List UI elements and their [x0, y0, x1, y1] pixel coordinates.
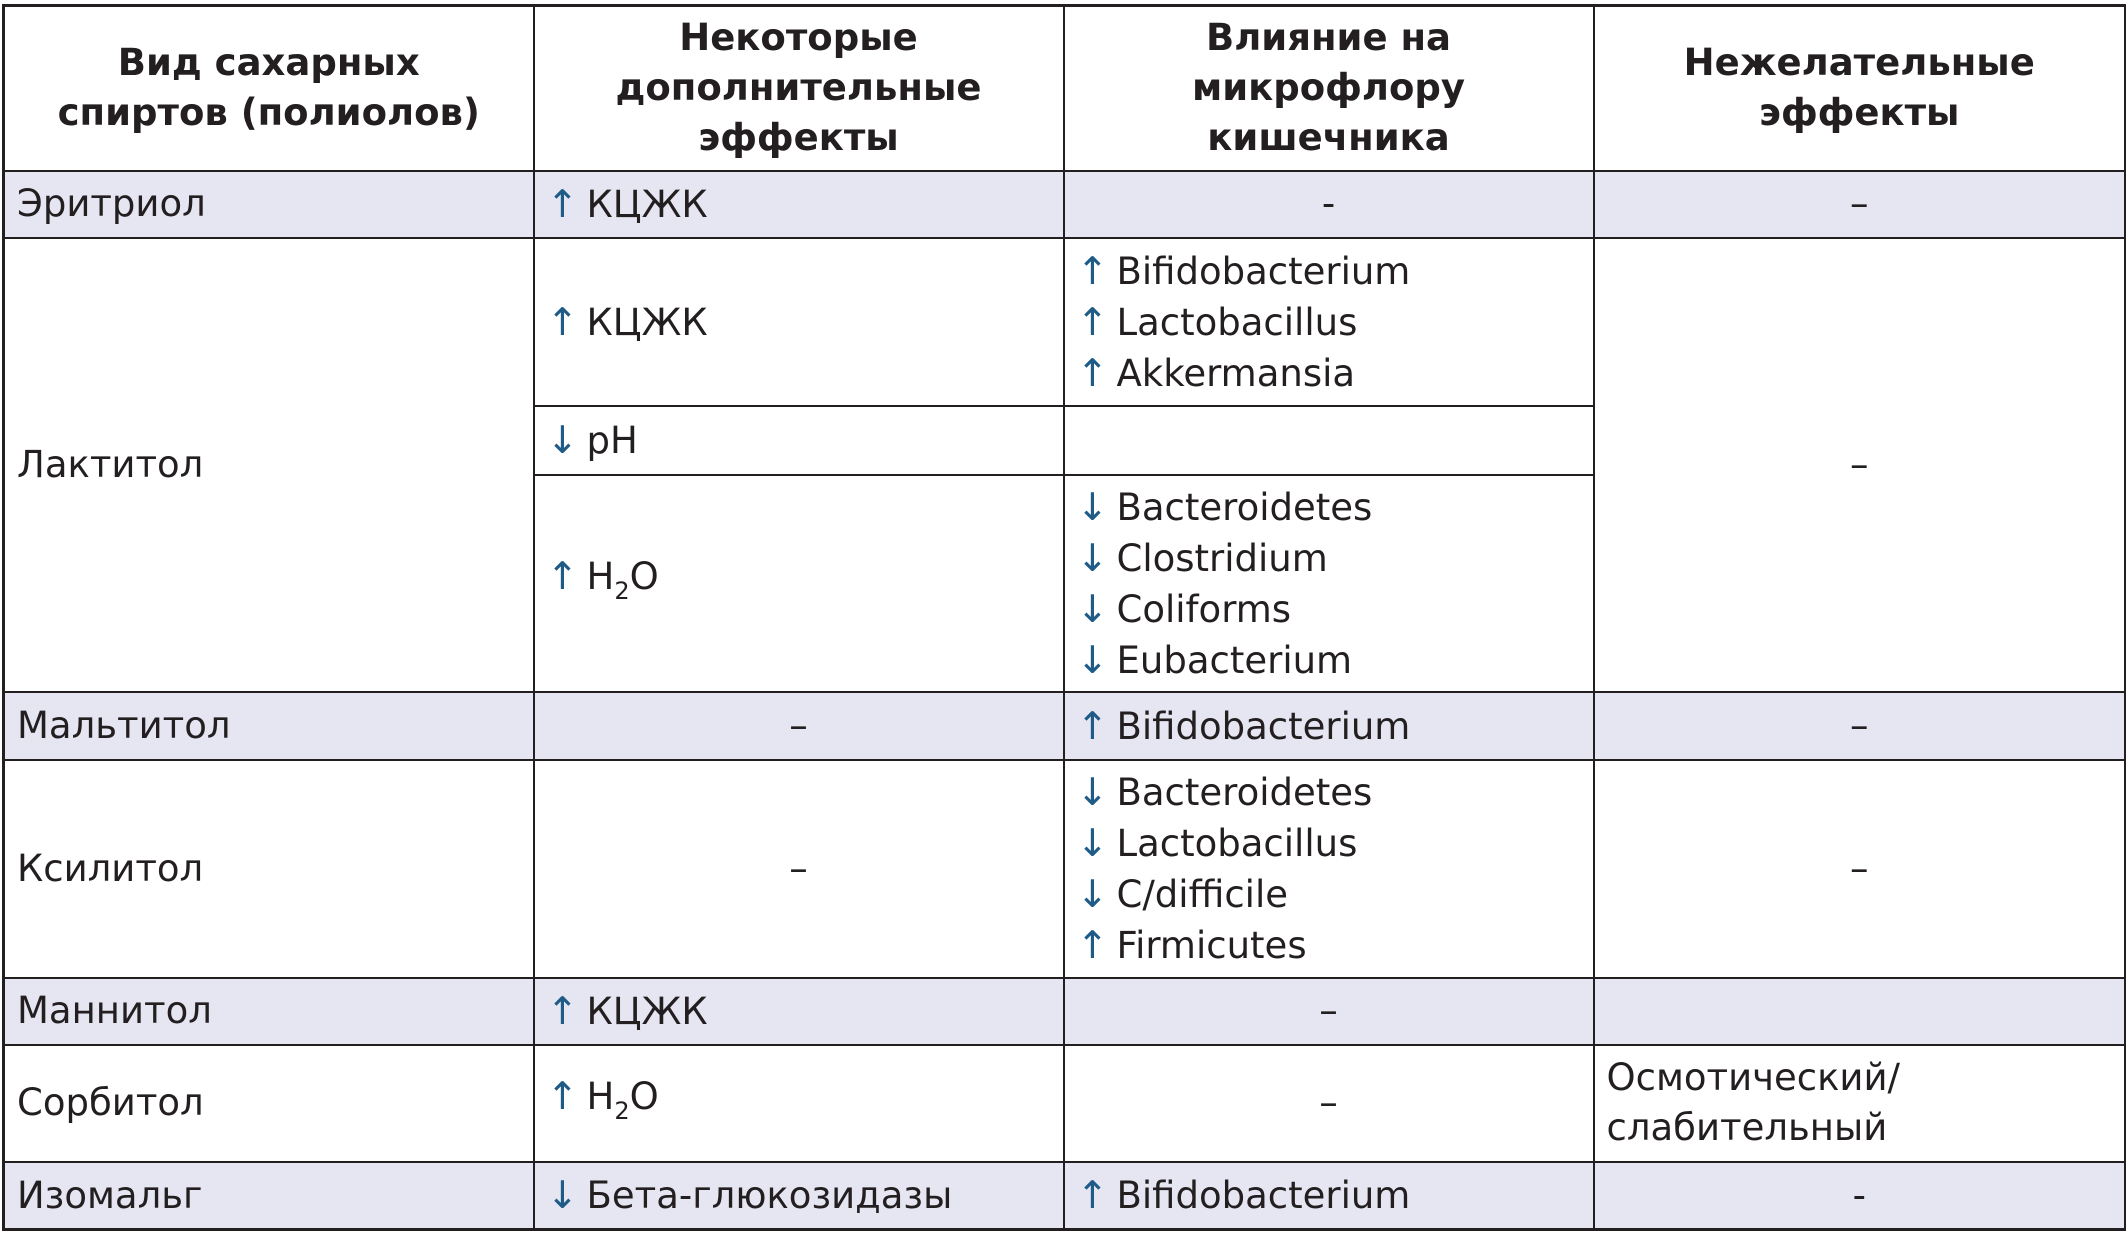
micro-text: Lactobacillus	[1116, 300, 1358, 344]
arrow-up-icon: ↑	[546, 299, 579, 344]
effect-text-o: O	[629, 555, 659, 599]
micro-text: Eubacterium	[1116, 638, 1353, 682]
micro-item	[1077, 533, 1593, 584]
micro-cell	[1064, 692, 1594, 759]
micro-text: Coliforms	[1116, 587, 1292, 631]
effect-text-h: H	[586, 1074, 615, 1118]
micro-item	[1077, 767, 1593, 818]
polyol-name: Сорбитол	[4, 1045, 534, 1162]
header-additional-effects: Некоторые дополнительные эффекты	[534, 6, 1064, 171]
effect-text: Бета-глюкозидазы	[586, 1174, 953, 1218]
arrow-down-icon: ↓	[1076, 637, 1109, 682]
arrow-down-icon: ↓	[1076, 535, 1109, 580]
polyols-table	[2, 4, 2126, 1231]
effect-cell	[534, 978, 1064, 1045]
table-row-lactitol	[4, 238, 2126, 407]
micro-item	[1077, 348, 1593, 399]
header-microflora-effect: Влияние на микрофлору кишечника	[1064, 6, 1594, 171]
adverse-cell	[1594, 978, 2126, 1045]
micro-text: C/difficile	[1116, 872, 1289, 916]
adverse-cell: –	[1594, 238, 2126, 693]
micro-cell	[1064, 238, 1594, 407]
micro-cell	[1064, 1162, 1594, 1229]
header-row	[4, 6, 2126, 171]
micro-item	[1077, 818, 1593, 869]
table-row-erythritol	[4, 171, 2126, 238]
micro-cell	[1064, 760, 1594, 978]
adverse-cell: –	[1594, 692, 2126, 759]
arrow-down-icon: ↓	[1076, 769, 1109, 814]
micro-cell: –	[1064, 1045, 1594, 1162]
arrow-up-icon: ↑	[546, 1073, 579, 1118]
table-row-isomalt	[4, 1162, 2126, 1229]
header-polyol-type: Вид сахарных спиртов (полиолов)	[4, 6, 534, 171]
arrow-up-icon: ↑	[1076, 299, 1109, 344]
micro-cell	[1064, 475, 1594, 693]
micro-cell: -	[1064, 171, 1594, 238]
arrow-up-icon: ↑	[1076, 703, 1109, 748]
effect-subscript: 2	[614, 577, 630, 606]
micro-item	[1077, 920, 1593, 971]
arrow-up-icon: ↑	[546, 181, 579, 226]
table-row-sorbitol	[4, 1045, 2126, 1162]
micro-cell-empty	[1064, 406, 1594, 474]
table-row-xylitol	[4, 760, 2126, 978]
effect-text-h: H	[586, 555, 615, 599]
polyol-name: Мальтитол	[4, 692, 534, 759]
effect-cell	[534, 171, 1064, 238]
adverse-line: Осмотический/	[1606, 1056, 1900, 1100]
arrow-down-icon: ↓	[1076, 820, 1109, 865]
effect-text: КЦЖК	[586, 300, 708, 344]
effect-text: КЦЖК	[586, 182, 708, 226]
effect-cell: –	[534, 692, 1064, 759]
arrow-down-icon: ↓	[1076, 871, 1109, 916]
effect-cell	[534, 238, 1064, 407]
polyol-name: Маннитол	[4, 978, 534, 1045]
arrow-up-icon: ↑	[1076, 1173, 1109, 1218]
micro-text: Bifidobacterium	[1116, 249, 1411, 293]
effect-cell	[534, 406, 1064, 474]
header-adverse-effects: Нежелательные эффекты	[1594, 6, 2126, 171]
micro-text: Bacteroidetes	[1116, 770, 1373, 814]
polyol-name: Изомальг	[4, 1162, 534, 1229]
micro-item	[1077, 297, 1593, 348]
micro-item	[1077, 246, 1593, 297]
micro-item	[1077, 869, 1593, 920]
effect-text-o: O	[629, 1074, 659, 1118]
arrow-up-icon: ↑	[1076, 350, 1109, 395]
adverse-cell: –	[1594, 760, 2126, 978]
adverse-line: слабительный	[1606, 1106, 1888, 1150]
arrow-up-icon: ↑	[546, 988, 579, 1033]
adverse-cell: -	[1594, 1162, 2126, 1229]
arrow-down-icon: ↓	[546, 1173, 579, 1218]
micro-cell: –	[1064, 978, 1594, 1045]
table-row-maltitol	[4, 692, 2126, 759]
arrow-up-icon: ↑	[546, 554, 579, 599]
micro-text: Lactobacillus	[1116, 821, 1358, 865]
polyol-name: Лактитол	[4, 238, 534, 693]
micro-item	[1077, 482, 1593, 533]
polyol-name: Эритриол	[4, 171, 534, 238]
arrow-up-icon: ↑	[1076, 248, 1109, 293]
effect-text: pH	[586, 419, 638, 462]
micro-item	[1077, 584, 1593, 635]
polyol-name: Ксилитол	[4, 760, 534, 978]
micro-text: Bifidobacterium	[1116, 704, 1411, 748]
table-row-mannitol	[4, 978, 2126, 1045]
micro-text: Akkermansia	[1116, 351, 1356, 395]
micro-text: Firmicutes	[1116, 923, 1307, 967]
arrow-down-icon: ↓	[1076, 586, 1109, 631]
arrow-down-icon: ↓	[546, 418, 579, 462]
micro-item	[1077, 635, 1593, 686]
effect-text: КЦЖК	[586, 989, 708, 1033]
adverse-cell	[1594, 1045, 2126, 1162]
arrow-up-icon: ↑	[1076, 922, 1109, 967]
effect-cell	[534, 475, 1064, 693]
adverse-cell: –	[1594, 171, 2126, 238]
arrow-down-icon: ↓	[1076, 484, 1109, 529]
micro-text: Clostridium	[1116, 536, 1328, 580]
polyols-table-container	[2, 4, 2124, 1231]
micro-text: Bacteroidetes	[1116, 485, 1373, 529]
effect-cell	[534, 1045, 1064, 1162]
micro-text: Bifidobacterium	[1116, 1174, 1411, 1218]
effect-cell	[534, 1162, 1064, 1229]
effect-cell: –	[534, 760, 1064, 978]
effect-subscript: 2	[614, 1096, 630, 1125]
